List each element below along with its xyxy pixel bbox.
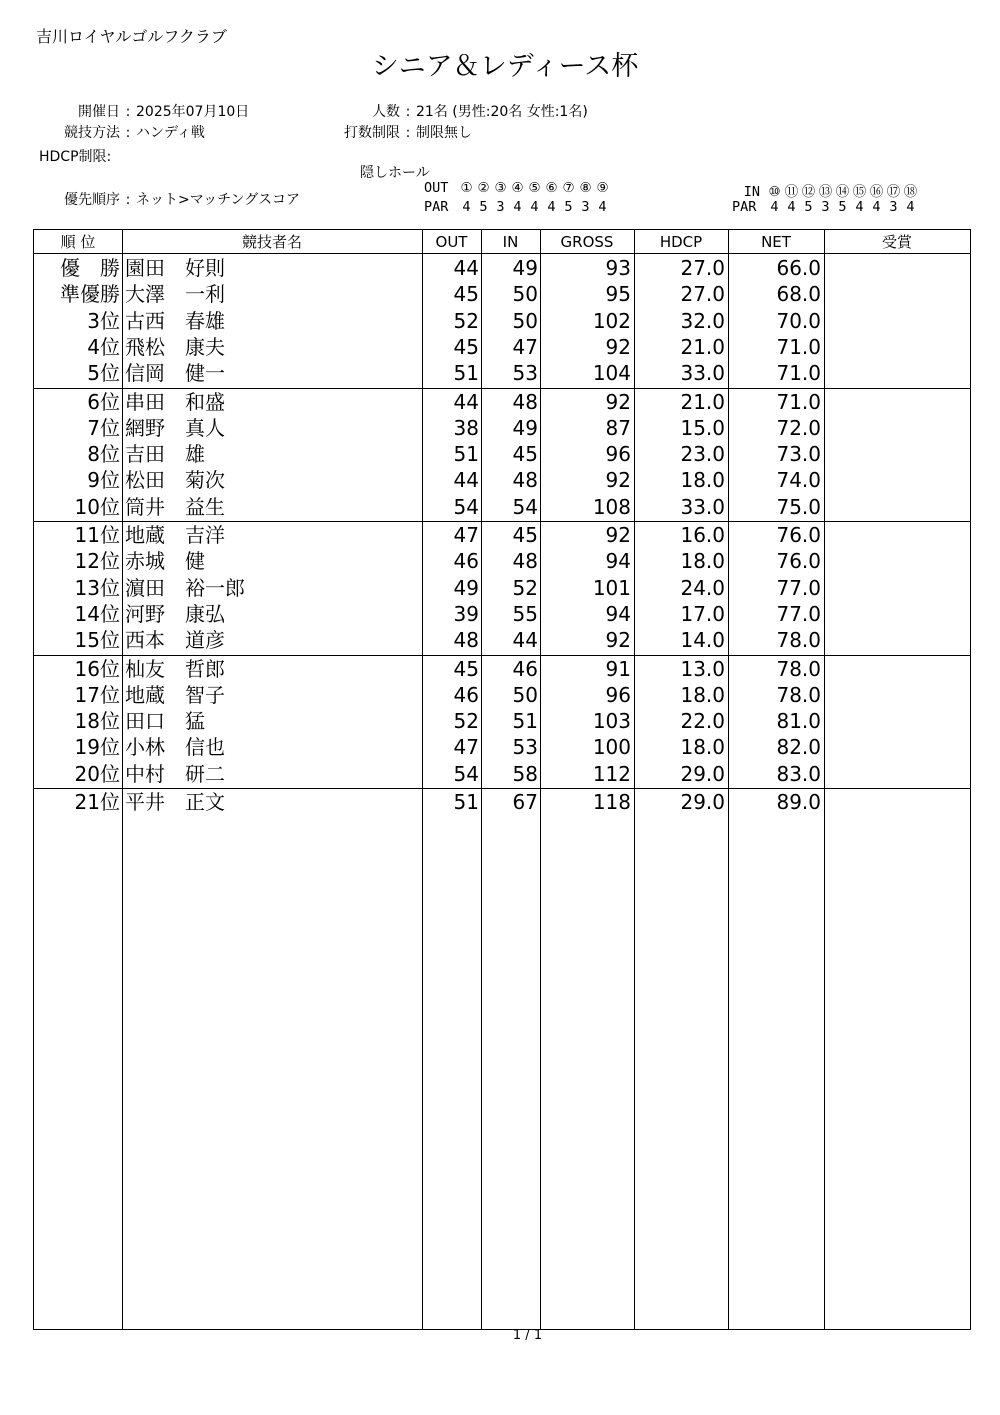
cell-hdcp: 21.0	[680, 389, 725, 414]
header-out: OUT	[435, 233, 468, 251]
date-sep: :	[125, 104, 131, 120]
cell-in: 46	[512, 656, 538, 681]
in-pars	[766, 199, 919, 215]
cell-gross: 95	[605, 282, 631, 307]
table-row	[34, 761, 970, 787]
table-row	[34, 441, 970, 467]
cell-out: 45	[453, 282, 479, 307]
hole-par: 4	[598, 199, 607, 215]
cell-net: 66.0	[776, 256, 821, 280]
cell-hdcp: 18.0	[680, 735, 725, 760]
hole-number: ⑱	[903, 184, 918, 200]
in-label: IN	[743, 184, 760, 200]
cell-hdcp: 22.0	[680, 709, 725, 734]
cell-gross: 92	[605, 628, 631, 653]
in-holes	[766, 184, 919, 200]
club-name: 吉川ロイヤルゴルフクラブ	[36, 27, 227, 46]
cell-gross: 92	[605, 523, 631, 547]
cell-hdcp: 33.0	[680, 361, 725, 386]
header-rank: 順 位	[60, 233, 96, 251]
out-label: OUT	[424, 180, 449, 196]
table-row	[34, 627, 970, 653]
cell-gross: 91	[605, 656, 631, 681]
cell-hdcp: 29.0	[680, 790, 725, 814]
table-row	[34, 548, 970, 574]
cell-name: 網野 真人	[125, 415, 225, 440]
results-table	[33, 229, 971, 1330]
cell-name: 信岡 健一	[125, 361, 225, 386]
info-hdcp-limit	[39, 146, 111, 166]
cell-in: 54	[512, 494, 538, 519]
people-sep: :	[405, 104, 411, 120]
cell-out: 47	[453, 735, 479, 760]
cell-name: 松田 菊次	[125, 468, 225, 493]
cell-net: 78.0	[776, 628, 821, 653]
table-row	[34, 255, 970, 281]
cell-gross: 103	[592, 709, 631, 734]
hole-number: ④	[511, 180, 524, 196]
cell-net: 74.0	[776, 468, 821, 493]
cell-net: 75.0	[776, 494, 821, 519]
info-priority	[36, 189, 300, 209]
cell-rank: 優 勝	[60, 256, 120, 280]
group-divider	[34, 388, 970, 389]
hidden-holes-label: 隠しホール	[360, 165, 430, 181]
cell-name: 赤城 健	[125, 549, 205, 574]
stroke-limit-label: 打数制限	[344, 125, 400, 141]
cell-rank: 準優勝	[60, 282, 120, 307]
cell-out: 44	[453, 256, 479, 280]
cell-gross: 100	[592, 735, 631, 760]
cell-in: 58	[512, 761, 538, 786]
table-row	[34, 708, 970, 734]
cell-out: 54	[453, 494, 479, 519]
cell-in: 45	[512, 523, 538, 547]
table-row	[34, 467, 970, 493]
stroke-limit-sep: :	[405, 125, 411, 141]
hole-par: 4	[530, 199, 539, 215]
table-row	[34, 281, 970, 307]
cell-gross: 112	[592, 761, 631, 786]
cell-rank: 12位	[74, 549, 120, 574]
cell-in: 53	[512, 361, 538, 386]
cell-rank: 17位	[74, 682, 120, 707]
hole-par: 4	[787, 199, 796, 215]
cell-out: 47	[453, 523, 479, 547]
cell-net: 71.0	[776, 334, 821, 359]
cell-name: 大澤 一利	[125, 282, 225, 307]
info-method	[36, 122, 205, 142]
table-row	[34, 656, 970, 682]
hole-number: ⑩	[768, 184, 781, 200]
cell-in: 48	[512, 389, 538, 414]
cell-out: 51	[453, 361, 479, 386]
cell-rank: 15位	[74, 628, 120, 653]
header-hdcp: HDCP	[659, 233, 703, 251]
cell-rank: 7位	[87, 415, 120, 440]
table-row	[34, 360, 970, 386]
cell-rank: 13位	[74, 575, 120, 600]
cell-out: 44	[453, 468, 479, 493]
cell-name: 古西 春雄	[125, 308, 225, 333]
cell-hdcp: 32.0	[680, 308, 725, 333]
cell-in: 55	[512, 601, 538, 626]
info-people	[318, 101, 588, 121]
hidden-holes-in-row	[732, 180, 919, 200]
cell-rank: 10位	[74, 494, 120, 519]
cell-out: 45	[453, 334, 479, 359]
cell-in: 50	[512, 308, 538, 333]
hidden-holes-out-par-row	[424, 199, 611, 215]
info-stroke-limit	[318, 122, 472, 142]
cell-rank: 9位	[87, 468, 120, 493]
cell-in: 48	[512, 468, 538, 493]
cell-in: 49	[512, 415, 538, 440]
hole-par: 4	[855, 199, 864, 215]
cell-name: 地蔵 吉洋	[125, 523, 225, 547]
cell-hdcp: 27.0	[680, 282, 725, 307]
cell-rank: 21位	[74, 790, 120, 814]
cell-name: 河野 康弘	[125, 601, 225, 626]
table-row	[34, 789, 970, 815]
hdcp-limit-sep: :	[106, 149, 112, 165]
cell-out: 48	[453, 628, 479, 653]
cell-out: 52	[453, 709, 479, 734]
hole-number: ⑬	[818, 184, 833, 200]
cell-hdcp: 18.0	[680, 468, 725, 493]
cell-net: 70.0	[776, 308, 821, 333]
header-award: 受賞	[881, 233, 912, 251]
cell-net: 71.0	[776, 389, 821, 414]
hole-par: 4	[513, 199, 522, 215]
cell-out: 44	[453, 389, 479, 414]
hdcp-limit-label: HDCP制限	[39, 149, 107, 165]
hole-par: 3	[496, 199, 505, 215]
cell-net: 77.0	[776, 601, 821, 626]
table-row	[34, 734, 970, 760]
cell-in: 53	[512, 735, 538, 760]
cell-in: 45	[512, 442, 538, 467]
cell-gross: 108	[592, 494, 631, 519]
cell-in: 48	[512, 549, 538, 574]
cell-hdcp: 29.0	[680, 761, 725, 786]
priority-label: 優先順序	[64, 192, 120, 208]
cell-rank: 3位	[87, 308, 120, 333]
cell-gross: 92	[605, 334, 631, 359]
cell-gross: 94	[605, 601, 631, 626]
cell-out: 46	[453, 682, 479, 707]
cell-hdcp: 18.0	[680, 682, 725, 707]
cell-rank: 20位	[74, 761, 120, 786]
cell-name: 中村 研二	[125, 761, 225, 786]
cell-in: 50	[512, 682, 538, 707]
cell-name: 西本 道彦	[125, 628, 225, 653]
people-label: 人数	[372, 104, 400, 120]
cell-name: 田口 猛	[125, 709, 205, 734]
table-row	[34, 522, 970, 548]
in-par-label: PAR	[732, 199, 757, 215]
page-title: シニア＆レディース杯	[371, 51, 639, 82]
cell-net: 72.0	[776, 415, 821, 440]
cell-gross: 92	[605, 389, 631, 414]
hole-number: ⑪	[784, 184, 799, 200]
cell-rank: 6位	[87, 389, 120, 414]
hole-number: ⑫	[801, 184, 816, 200]
cell-gross: 96	[605, 682, 631, 707]
date-label: 開催日	[78, 104, 120, 120]
cell-name: 筒井 益生	[125, 494, 225, 519]
cell-name: 小林 信也	[125, 735, 225, 760]
cell-gross: 94	[605, 549, 631, 574]
page-number: 1 / 1	[512, 1328, 543, 1343]
hole-par: 4	[547, 199, 556, 215]
cell-net: 89.0	[776, 790, 821, 814]
cell-hdcp: 16.0	[680, 523, 725, 547]
hole-par: 3	[821, 199, 830, 215]
cell-in: 51	[512, 709, 538, 734]
table-row	[34, 601, 970, 627]
table-row	[34, 308, 970, 334]
header-gross: GROSS	[560, 233, 614, 251]
cell-gross: 102	[592, 308, 631, 333]
cell-net: 71.0	[776, 361, 821, 386]
cell-gross: 92	[605, 468, 631, 493]
hole-number: ⑨	[596, 180, 609, 196]
hole-par: 5	[564, 199, 573, 215]
stroke-limit-value: 制限無し	[416, 125, 472, 141]
cell-net: 81.0	[776, 709, 821, 734]
hole-number: ⑮	[852, 184, 867, 200]
hole-par: 5	[838, 199, 847, 215]
cell-out: 51	[453, 442, 479, 467]
hole-number: ①	[460, 180, 473, 196]
cell-name: 地蔵 智子	[125, 682, 225, 707]
hidden-holes-in-par-row	[732, 199, 919, 215]
hole-par: 4	[462, 199, 471, 215]
cell-name: 園田 好則	[125, 256, 225, 280]
out-pars	[458, 199, 611, 215]
table-row	[34, 575, 970, 601]
cell-name: 濵田 裕一郎	[125, 575, 245, 600]
header-name: 競技者名	[241, 233, 302, 251]
cell-rank: 11位	[74, 523, 120, 547]
cell-in: 47	[512, 334, 538, 359]
method-sep: :	[125, 125, 131, 141]
table-row	[34, 682, 970, 708]
hole-number: ③	[494, 180, 507, 196]
cell-rank: 16位	[74, 656, 120, 681]
hole-par: 5	[479, 199, 488, 215]
hidden-holes-out-row	[424, 180, 611, 196]
cell-in: 67	[512, 790, 538, 814]
date-value: 2025年07月10日	[136, 104, 250, 120]
cell-name: 吉田 雄	[125, 442, 205, 467]
table-header	[34, 230, 970, 254]
cell-rank: 8位	[87, 442, 120, 467]
cell-name: 杣友 哲郎	[125, 656, 225, 681]
header-in: IN	[502, 233, 519, 251]
priority-value: ネット>マッチングスコア	[136, 192, 301, 208]
table-row	[34, 389, 970, 415]
cell-net: 78.0	[776, 656, 821, 681]
cell-name: 串田 和盛	[125, 389, 225, 414]
cell-out: 52	[453, 308, 479, 333]
cell-net: 76.0	[776, 549, 821, 574]
cell-in: 50	[512, 282, 538, 307]
cell-in: 44	[512, 628, 538, 653]
hole-par: 4	[770, 199, 779, 215]
method-value: ハンディ戦	[136, 125, 205, 141]
cell-hdcp: 17.0	[680, 601, 725, 626]
cell-in: 52	[512, 575, 538, 600]
cell-hdcp: 23.0	[680, 442, 725, 467]
cell-gross: 101	[592, 575, 631, 600]
table-row	[34, 415, 970, 441]
cell-rank: 19位	[74, 735, 120, 760]
table-row	[34, 494, 970, 520]
cell-gross: 104	[592, 361, 631, 386]
hole-par: 3	[581, 199, 590, 215]
hole-number: ②	[477, 180, 490, 196]
cell-name: 飛松 康夫	[125, 334, 225, 359]
cell-hdcp: 14.0	[680, 628, 725, 653]
cell-net: 76.0	[776, 523, 821, 547]
cell-gross: 118	[592, 790, 631, 814]
cell-rank: 18位	[74, 709, 120, 734]
priority-sep: :	[125, 192, 131, 208]
cell-hdcp: 33.0	[680, 494, 725, 519]
group-divider	[34, 655, 970, 656]
hole-number: ⑤	[528, 180, 541, 196]
cell-hdcp: 27.0	[680, 256, 725, 280]
hole-number: ⑦	[562, 180, 575, 196]
header-net: NET	[761, 233, 791, 251]
hole-par: 5	[804, 199, 813, 215]
group-divider	[34, 788, 970, 789]
cell-out: 54	[453, 761, 479, 786]
cell-hdcp: 24.0	[680, 575, 725, 600]
info-date	[36, 101, 249, 121]
cell-rank: 14位	[74, 601, 120, 626]
cell-gross: 93	[605, 256, 631, 280]
hole-par: 4	[906, 199, 915, 215]
cell-gross: 96	[605, 442, 631, 467]
cell-out: 38	[453, 415, 479, 440]
hole-number: ⑭	[835, 184, 850, 200]
cell-out: 45	[453, 656, 479, 681]
table-row	[34, 334, 970, 360]
hole-par: 4	[872, 199, 881, 215]
cell-out: 39	[453, 601, 479, 626]
cell-rank: 4位	[87, 334, 120, 359]
out-holes	[458, 180, 611, 196]
people-value: 21名 (男性:20名 女性:1名)	[416, 104, 588, 120]
cell-hdcp: 13.0	[680, 656, 725, 681]
hole-par: 3	[889, 199, 898, 215]
cell-hdcp: 15.0	[680, 415, 725, 440]
hole-number: ⑧	[579, 180, 592, 196]
cell-out: 46	[453, 549, 479, 574]
cell-hdcp: 21.0	[680, 334, 725, 359]
cell-net: 83.0	[776, 761, 821, 786]
cell-net: 73.0	[776, 442, 821, 467]
hole-number: ⑯	[869, 184, 884, 200]
cell-net: 78.0	[776, 682, 821, 707]
cell-out: 49	[453, 575, 479, 600]
cell-net: 77.0	[776, 575, 821, 600]
cell-name: 平井 正文	[125, 790, 225, 814]
cell-net: 82.0	[776, 735, 821, 760]
hole-number: ⑰	[886, 184, 901, 200]
group-divider	[34, 521, 970, 522]
cell-hdcp: 18.0	[680, 549, 725, 574]
cell-net: 68.0	[776, 282, 821, 307]
cell-rank: 5位	[87, 361, 120, 386]
hole-number: ⑥	[545, 180, 558, 196]
cell-gross: 87	[605, 415, 631, 440]
out-par-label: PAR	[424, 199, 449, 215]
method-label: 競技方法	[64, 125, 120, 141]
cell-out: 51	[453, 790, 479, 814]
cell-in: 49	[512, 256, 538, 280]
